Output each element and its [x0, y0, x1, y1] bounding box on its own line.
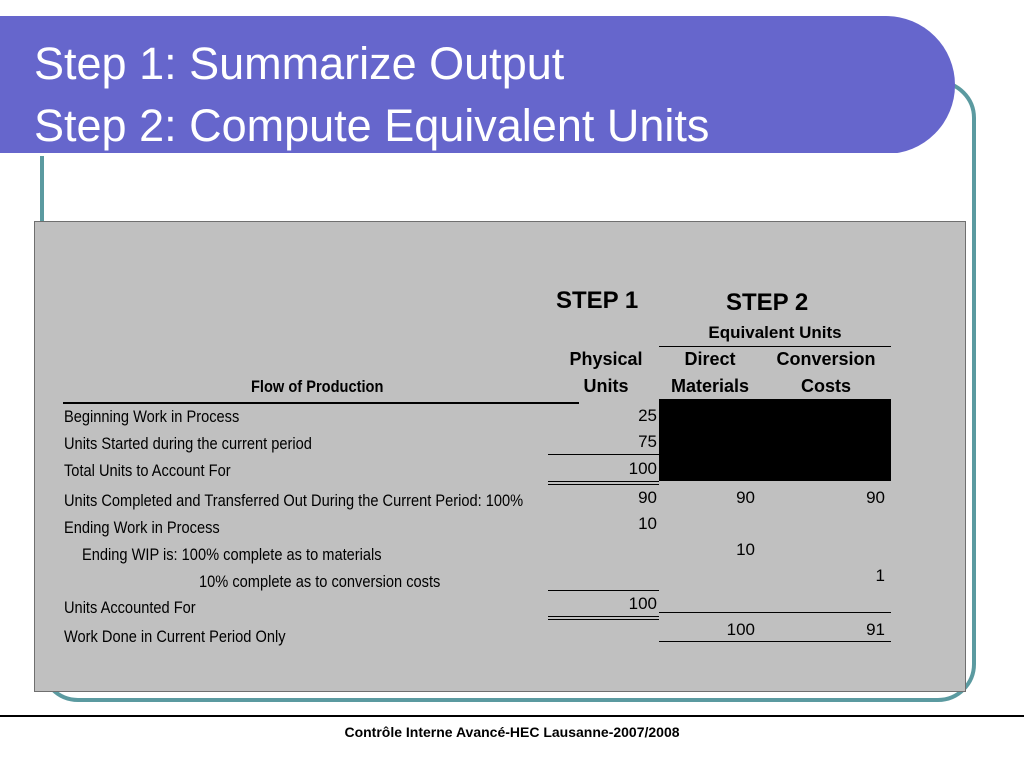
col-conversion-line1: Conversion	[776, 349, 876, 369]
row-label-units-completed: Units Completed and Transferred Out During the Current Period: 100%	[64, 491, 524, 510]
blocked-cells	[659, 399, 891, 481]
row-label-ending-wip: Ending Work in Process	[64, 518, 220, 537]
row-label-ending-wip-conversion: 10% complete as to conversion costs	[199, 572, 441, 591]
row-label-units-accounted: Units Accounted For	[64, 598, 196, 617]
total-rule-a	[548, 481, 659, 482]
row-conversion-work-done: 91	[866, 620, 885, 639]
row-direct-units-completed: 90	[736, 488, 755, 507]
col-conversion-line2: Costs	[800, 376, 851, 396]
row-label-total-units: Total Units to Account For	[64, 461, 231, 480]
col-physical-line2: Units	[583, 376, 629, 396]
subtotal-rule	[548, 454, 659, 455]
total-rule-b	[548, 484, 659, 485]
footer-rule	[0, 715, 1024, 717]
slide-title-line-1: Step 1: Summarize Output	[34, 38, 565, 89]
title-underline	[0, 153, 905, 156]
row-label-units-started: Units Started during the current period	[64, 434, 312, 453]
work-done-rule	[659, 641, 891, 642]
row-physical-beginning-wip: 25	[638, 406, 657, 425]
flow-of-production-header: Flow of Production	[251, 377, 384, 396]
row-physical-units-completed: 90	[638, 488, 657, 507]
row-physical-total-units: 100	[628, 459, 657, 478]
row-physical-units-accounted: 100	[628, 594, 657, 613]
step1-label: STEP 1	[556, 287, 639, 314]
row-conversion-ending-wip-conversion: 1	[875, 566, 885, 585]
row-direct-work-done: 100	[726, 620, 755, 639]
row-label-beginning-wip: Beginning Work in Process	[64, 407, 240, 426]
row-label-ending-wip-materials: Ending WIP is: 100% complete as to materials	[82, 545, 382, 564]
col-physical-line1: Physical	[569, 349, 643, 369]
header-rule	[63, 402, 579, 404]
step2-label: STEP 2	[726, 289, 809, 316]
accounted-total-rule-b	[548, 619, 659, 620]
row-direct-ending-wip-materials: 10	[736, 540, 755, 559]
row-conversion-units-completed: 90	[866, 488, 885, 507]
col-direct-line2: Materials	[670, 376, 750, 396]
row-label-work-done: Work Done in Current Period Only	[64, 627, 286, 646]
row-physical-units-started: 75	[638, 432, 657, 451]
equivalent-subtotal-rule	[659, 612, 891, 613]
accounted-total-rule-a	[548, 616, 659, 617]
accounted-rule	[548, 590, 659, 591]
production-table-panel	[34, 221, 966, 692]
row-physical-ending-wip: 10	[638, 514, 657, 533]
slide-footer: Contrôle Interne Avancé-HEC Lausanne-2007/2008	[344, 724, 680, 740]
equivalent-units-header: Equivalent Units	[708, 323, 842, 342]
slide-title-line-2: Step 2: Compute Equivalent Units	[34, 100, 710, 151]
col-direct-line1: Direct	[684, 349, 736, 369]
title-banner	[0, 16, 955, 154]
